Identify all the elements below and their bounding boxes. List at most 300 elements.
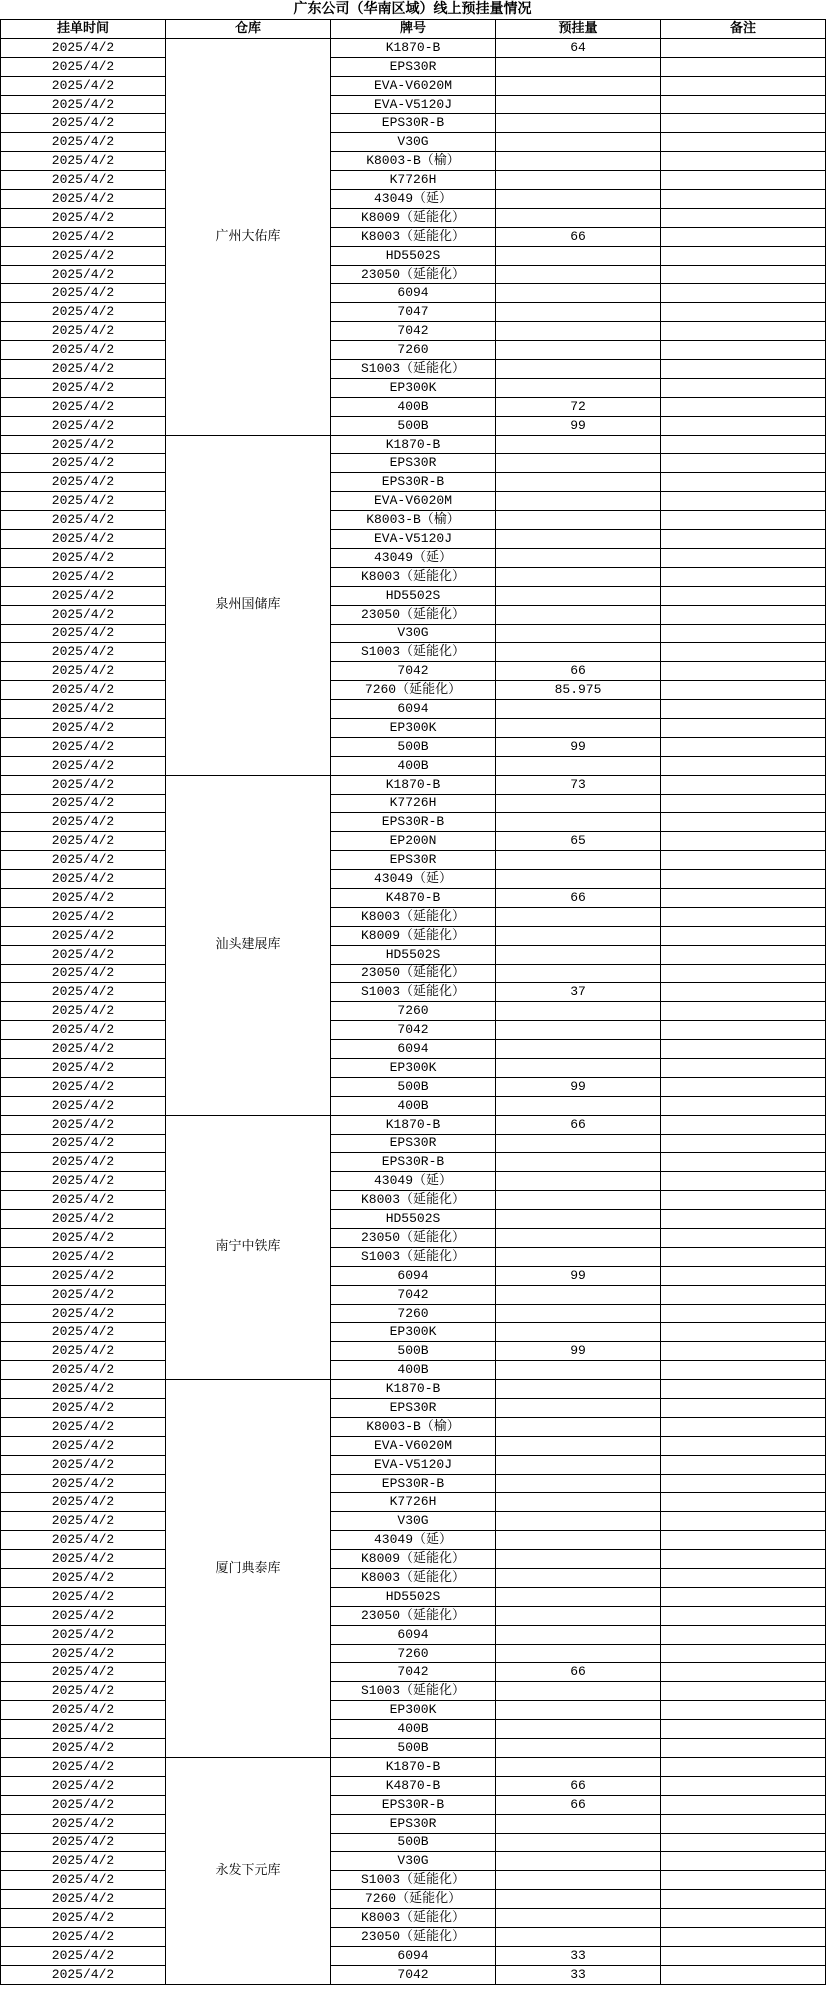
qty-cell — [496, 1323, 661, 1342]
table-row — [1, 1644, 826, 1663]
note-cell — [661, 1399, 826, 1418]
table-row — [1, 341, 826, 360]
table-row — [1, 473, 826, 492]
note-cell — [661, 57, 826, 76]
qty-cell — [496, 851, 661, 870]
qty-cell: 99 — [496, 1077, 661, 1096]
table-row — [1, 1890, 826, 1909]
grade-cell: EPS30R — [331, 1814, 496, 1833]
table-row — [1, 1153, 826, 1172]
grade-cell: 7042 — [331, 1021, 496, 1040]
grade-cell: K8003（延能化） — [331, 227, 496, 246]
note-cell — [661, 1134, 826, 1153]
grade-cell: EPS30R-B — [331, 1153, 496, 1172]
qty-cell — [496, 1474, 661, 1493]
note-cell — [661, 586, 826, 605]
date-cell: 2025/4/2 — [1, 1965, 166, 1984]
qty-cell — [496, 624, 661, 643]
note-cell — [661, 1852, 826, 1871]
table-row — [1, 246, 826, 265]
note-cell — [661, 1342, 826, 1361]
qty-cell — [496, 1890, 661, 1909]
qty-cell: 37 — [496, 983, 661, 1002]
grade-cell: EPS30R — [331, 454, 496, 473]
grade-cell: 400B — [331, 397, 496, 416]
table-row — [1, 1361, 826, 1380]
grade-cell: EP300K — [331, 1323, 496, 1342]
note-cell — [661, 1021, 826, 1040]
grade-cell: 6094 — [331, 1040, 496, 1059]
grade-cell: S1003（延能化） — [331, 360, 496, 379]
grade-cell: K1870-B — [331, 1757, 496, 1776]
table-row — [1, 57, 826, 76]
date-cell: 2025/4/2 — [1, 1096, 166, 1115]
note-cell — [661, 624, 826, 643]
grade-cell: 23050（延能化） — [331, 1229, 496, 1248]
grade-cell: 23050（延能化） — [331, 605, 496, 624]
sheet-title: 广东公司（华南区域）线上预挂量情况 — [293, 1, 532, 17]
note-cell — [661, 700, 826, 719]
warehouse-cell: 厦门典泰库 — [166, 1380, 331, 1758]
note-cell — [661, 1833, 826, 1852]
table-row — [1, 983, 826, 1002]
grade-cell: 400B — [331, 756, 496, 775]
grade-cell: 500B — [331, 1739, 496, 1758]
note-cell — [661, 1757, 826, 1776]
table-row — [1, 1720, 826, 1739]
note-cell — [661, 1644, 826, 1663]
qty-cell — [496, 1058, 661, 1077]
qty-cell — [496, 907, 661, 926]
date-cell: 2025/4/2 — [1, 756, 166, 775]
table-row — [1, 378, 826, 397]
date-cell: 2025/4/2 — [1, 511, 166, 530]
table-row — [1, 454, 826, 473]
note-cell — [661, 1455, 826, 1474]
grade-cell: EPS30R-B — [331, 1795, 496, 1814]
note-cell — [661, 983, 826, 1002]
date-cell: 2025/4/2 — [1, 246, 166, 265]
note-cell — [661, 1890, 826, 1909]
table-row — [1, 1247, 826, 1266]
date-cell: 2025/4/2 — [1, 775, 166, 794]
qty-cell — [496, 1134, 661, 1153]
note-cell — [661, 1871, 826, 1890]
qty-cell: 33 — [496, 1946, 661, 1965]
date-cell: 2025/4/2 — [1, 1380, 166, 1399]
date-cell: 2025/4/2 — [1, 1304, 166, 1323]
date-cell: 2025/4/2 — [1, 1493, 166, 1512]
grade-cell: EP200N — [331, 832, 496, 851]
note-cell — [661, 1266, 826, 1285]
date-cell: 2025/4/2 — [1, 435, 166, 454]
table-row — [1, 1814, 826, 1833]
grade-cell: 7042 — [331, 1285, 496, 1304]
qty-cell — [496, 700, 661, 719]
table-row — [1, 700, 826, 719]
note-cell — [661, 530, 826, 549]
qty-cell: 99 — [496, 1266, 661, 1285]
note-cell — [661, 1625, 826, 1644]
grade-cell: 43049（延） — [331, 1172, 496, 1191]
date-cell: 2025/4/2 — [1, 1455, 166, 1474]
table-row — [1, 171, 826, 190]
qty-cell: 66 — [496, 1115, 661, 1134]
date-cell: 2025/4/2 — [1, 133, 166, 152]
note-cell — [661, 1304, 826, 1323]
date-cell: 2025/4/2 — [1, 567, 166, 586]
date-cell: 2025/4/2 — [1, 284, 166, 303]
grade-cell: 7260（延能化） — [331, 1890, 496, 1909]
qty-cell: 65 — [496, 832, 661, 851]
note-cell — [661, 1512, 826, 1531]
date-cell: 2025/4/2 — [1, 1644, 166, 1663]
header-row — [1, 20, 826, 39]
table-row — [1, 586, 826, 605]
grade-cell: 7260 — [331, 1002, 496, 1021]
date-cell: 2025/4/2 — [1, 1776, 166, 1795]
table-row — [1, 1776, 826, 1795]
qty-cell — [496, 1927, 661, 1946]
note-cell — [661, 964, 826, 983]
qty-cell — [496, 114, 661, 133]
grade-cell: 500B — [331, 1833, 496, 1852]
header-note: 备注 — [661, 20, 826, 39]
qty-cell — [496, 1021, 661, 1040]
date-cell: 2025/4/2 — [1, 1569, 166, 1588]
qty-cell — [496, 511, 661, 530]
grade-cell: K8003（延能化） — [331, 907, 496, 926]
qty-cell: 72 — [496, 397, 661, 416]
table-row — [1, 1229, 826, 1248]
table-row — [1, 190, 826, 209]
table-row — [1, 1927, 826, 1946]
header-warehouse: 仓库 — [166, 20, 331, 39]
note-cell — [661, 1417, 826, 1436]
date-cell: 2025/4/2 — [1, 907, 166, 926]
grade-cell: EVA-V5120J — [331, 1455, 496, 1474]
table-row — [1, 1399, 826, 1418]
grade-cell: 23050（延能化） — [331, 1606, 496, 1625]
grade-cell: 400B — [331, 1096, 496, 1115]
grade-cell: 6094 — [331, 700, 496, 719]
date-cell: 2025/4/2 — [1, 1058, 166, 1077]
table-row — [1, 76, 826, 95]
note-cell — [661, 360, 826, 379]
qty-cell — [496, 76, 661, 95]
table-row — [1, 870, 826, 889]
note-cell — [661, 1587, 826, 1606]
qty-cell — [496, 1361, 661, 1380]
note-cell — [661, 1172, 826, 1191]
date-cell: 2025/4/2 — [1, 1323, 166, 1342]
date-cell: 2025/4/2 — [1, 926, 166, 945]
table-row — [1, 1115, 826, 1134]
header-date: 挂单时间 — [1, 20, 166, 39]
qty-cell: 99 — [496, 737, 661, 756]
grade-cell: 500B — [331, 1342, 496, 1361]
table-row — [1, 152, 826, 171]
date-cell: 2025/4/2 — [1, 1890, 166, 1909]
qty-cell — [496, 1436, 661, 1455]
grade-cell: K8003-B（榆） — [331, 152, 496, 171]
table-row — [1, 1569, 826, 1588]
grade-cell: K8003-B（榆） — [331, 511, 496, 530]
qty-cell — [496, 1191, 661, 1210]
qty-cell — [496, 964, 661, 983]
qty-cell — [496, 341, 661, 360]
qty-cell: 66 — [496, 1663, 661, 1682]
qty-cell — [496, 1871, 661, 1890]
note-cell — [661, 171, 826, 190]
qty-cell: 33 — [496, 1965, 661, 1984]
grade-cell: K8003-B（榆） — [331, 1417, 496, 1436]
date-cell: 2025/4/2 — [1, 1399, 166, 1418]
qty-cell — [496, 171, 661, 190]
note-cell — [661, 435, 826, 454]
date-cell: 2025/4/2 — [1, 624, 166, 643]
date-cell: 2025/4/2 — [1, 322, 166, 341]
table-row — [1, 813, 826, 832]
table-row — [1, 1002, 826, 1021]
qty-cell — [496, 208, 661, 227]
qty-cell — [496, 756, 661, 775]
table-row — [1, 888, 826, 907]
table-row — [1, 794, 826, 813]
table-row — [1, 1682, 826, 1701]
date-cell: 2025/4/2 — [1, 1663, 166, 1682]
date-cell: 2025/4/2 — [1, 681, 166, 700]
grade-cell: 500B — [331, 737, 496, 756]
qty-cell — [496, 284, 661, 303]
date-cell: 2025/4/2 — [1, 208, 166, 227]
qty-cell — [496, 57, 661, 76]
table-row — [1, 1455, 826, 1474]
grade-cell: EPS30R — [331, 57, 496, 76]
note-cell — [661, 473, 826, 492]
qty-cell — [496, 926, 661, 945]
note-cell — [661, 1285, 826, 1304]
note-cell — [661, 227, 826, 246]
qty-cell — [496, 1682, 661, 1701]
warehouse-cell: 南宁中铁库 — [166, 1115, 331, 1379]
date-cell: 2025/4/2 — [1, 190, 166, 209]
date-cell: 2025/4/2 — [1, 1002, 166, 1021]
table-row — [1, 435, 826, 454]
note-cell — [661, 1927, 826, 1946]
note-cell — [661, 114, 826, 133]
table-row — [1, 1380, 826, 1399]
table-row — [1, 38, 826, 57]
note-cell — [661, 1493, 826, 1512]
qty-cell — [496, 1399, 661, 1418]
table-row — [1, 1606, 826, 1625]
table-row — [1, 284, 826, 303]
table-row — [1, 1757, 826, 1776]
date-cell: 2025/4/2 — [1, 95, 166, 114]
grade-cell: 43049（延） — [331, 190, 496, 209]
qty-cell — [496, 492, 661, 511]
note-cell — [661, 1380, 826, 1399]
qty-cell — [496, 1247, 661, 1266]
note-cell — [661, 1776, 826, 1795]
table-row — [1, 1909, 826, 1928]
grade-cell: 43049（延） — [331, 870, 496, 889]
table-row — [1, 1852, 826, 1871]
grade-cell: K8009（延能化） — [331, 926, 496, 945]
qty-cell — [496, 1720, 661, 1739]
grade-cell: V30G — [331, 1512, 496, 1531]
date-cell: 2025/4/2 — [1, 1474, 166, 1493]
grade-cell: K4870-B — [331, 1776, 496, 1795]
qty-cell — [496, 1587, 661, 1606]
table-row — [1, 416, 826, 435]
date-cell: 2025/4/2 — [1, 1587, 166, 1606]
table-row — [1, 737, 826, 756]
grade-cell: 6094 — [331, 1946, 496, 1965]
grade-cell: EPS30R — [331, 1399, 496, 1418]
date-cell: 2025/4/2 — [1, 1946, 166, 1965]
qty-cell — [496, 1550, 661, 1569]
table-row — [1, 95, 826, 114]
table-row — [1, 1134, 826, 1153]
grade-cell: 23050（延能化） — [331, 964, 496, 983]
table-row — [1, 1701, 826, 1720]
note-cell — [661, 1115, 826, 1134]
table-row — [1, 1096, 826, 1115]
qty-cell — [496, 1380, 661, 1399]
date-cell: 2025/4/2 — [1, 1285, 166, 1304]
date-cell: 2025/4/2 — [1, 1134, 166, 1153]
qty-cell: 66 — [496, 227, 661, 246]
grade-cell: 6094 — [331, 1625, 496, 1644]
date-cell: 2025/4/2 — [1, 1833, 166, 1852]
table-header — [1, 20, 826, 39]
qty-cell — [496, 1852, 661, 1871]
qty-cell — [496, 1172, 661, 1191]
grade-cell: EVA-V6020M — [331, 492, 496, 511]
date-cell: 2025/4/2 — [1, 888, 166, 907]
grade-cell: K7726H — [331, 794, 496, 813]
note-cell — [661, 341, 826, 360]
grade-cell: 7042 — [331, 662, 496, 681]
date-cell: 2025/4/2 — [1, 1852, 166, 1871]
qty-cell — [496, 1040, 661, 1059]
date-cell: 2025/4/2 — [1, 38, 166, 57]
grade-cell: EPS30R-B — [331, 813, 496, 832]
note-cell — [661, 832, 826, 851]
date-cell: 2025/4/2 — [1, 76, 166, 95]
table-row — [1, 548, 826, 567]
date-cell: 2025/4/2 — [1, 1115, 166, 1134]
qty-cell — [496, 190, 661, 209]
note-cell — [661, 1474, 826, 1493]
qty-cell — [496, 548, 661, 567]
date-cell: 2025/4/2 — [1, 360, 166, 379]
date-cell: 2025/4/2 — [1, 530, 166, 549]
date-cell: 2025/4/2 — [1, 114, 166, 133]
table-row — [1, 1191, 826, 1210]
qty-cell — [496, 303, 661, 322]
table-row — [1, 681, 826, 700]
table-row — [1, 492, 826, 511]
qty-cell — [496, 1531, 661, 1550]
note-cell — [661, 1946, 826, 1965]
table-row — [1, 926, 826, 945]
grade-cell: V30G — [331, 624, 496, 643]
note-cell — [661, 1965, 826, 1984]
date-cell: 2025/4/2 — [1, 1606, 166, 1625]
date-cell: 2025/4/2 — [1, 1172, 166, 1191]
qty-cell: 66 — [496, 1795, 661, 1814]
qty-cell — [496, 586, 661, 605]
date-cell: 2025/4/2 — [1, 57, 166, 76]
qty-cell — [496, 1701, 661, 1720]
note-cell — [661, 1002, 826, 1021]
qty-cell — [496, 1644, 661, 1663]
qty-cell — [496, 1493, 661, 1512]
grade-cell: 23050（延能化） — [331, 1927, 496, 1946]
grade-cell: EVA-V6020M — [331, 76, 496, 95]
note-cell — [661, 303, 826, 322]
table-row — [1, 1550, 826, 1569]
qty-cell: 99 — [496, 1342, 661, 1361]
qty-cell — [496, 1304, 661, 1323]
note-cell — [661, 567, 826, 586]
table-row — [1, 360, 826, 379]
table-row — [1, 718, 826, 737]
grade-cell: K1870-B — [331, 435, 496, 454]
table-row — [1, 1040, 826, 1059]
table-row — [1, 1512, 826, 1531]
grade-cell: 7047 — [331, 303, 496, 322]
grade-cell: K8003（延能化） — [331, 567, 496, 586]
grade-cell: HD5502S — [331, 246, 496, 265]
qty-cell — [496, 1625, 661, 1644]
qty-cell — [496, 1285, 661, 1304]
grade-cell: 400B — [331, 1720, 496, 1739]
note-cell — [661, 208, 826, 227]
date-cell: 2025/4/2 — [1, 832, 166, 851]
qty-cell — [496, 1909, 661, 1928]
table-row — [1, 1342, 826, 1361]
warehouse-cell: 汕头建展库 — [166, 775, 331, 1115]
grade-cell: K1870-B — [331, 1115, 496, 1134]
table-row — [1, 1965, 826, 1984]
date-cell: 2025/4/2 — [1, 643, 166, 662]
grade-cell: K7726H — [331, 171, 496, 190]
table-row — [1, 1625, 826, 1644]
grade-cell: EPS30R — [331, 851, 496, 870]
date-cell: 2025/4/2 — [1, 1739, 166, 1758]
date-cell: 2025/4/2 — [1, 662, 166, 681]
table-row — [1, 1172, 826, 1191]
note-cell — [661, 454, 826, 473]
date-cell: 2025/4/2 — [1, 1795, 166, 1814]
note-cell — [661, 737, 826, 756]
note-cell — [661, 38, 826, 57]
grade-cell: S1003（延能化） — [331, 983, 496, 1002]
grade-cell: V30G — [331, 1852, 496, 1871]
date-cell: 2025/4/2 — [1, 1909, 166, 1928]
note-cell — [661, 851, 826, 870]
note-cell — [661, 1909, 826, 1928]
note-cell — [661, 926, 826, 945]
note-cell — [661, 1210, 826, 1229]
date-cell: 2025/4/2 — [1, 473, 166, 492]
qty-cell: 99 — [496, 416, 661, 435]
grade-cell: EVA-V5120J — [331, 95, 496, 114]
